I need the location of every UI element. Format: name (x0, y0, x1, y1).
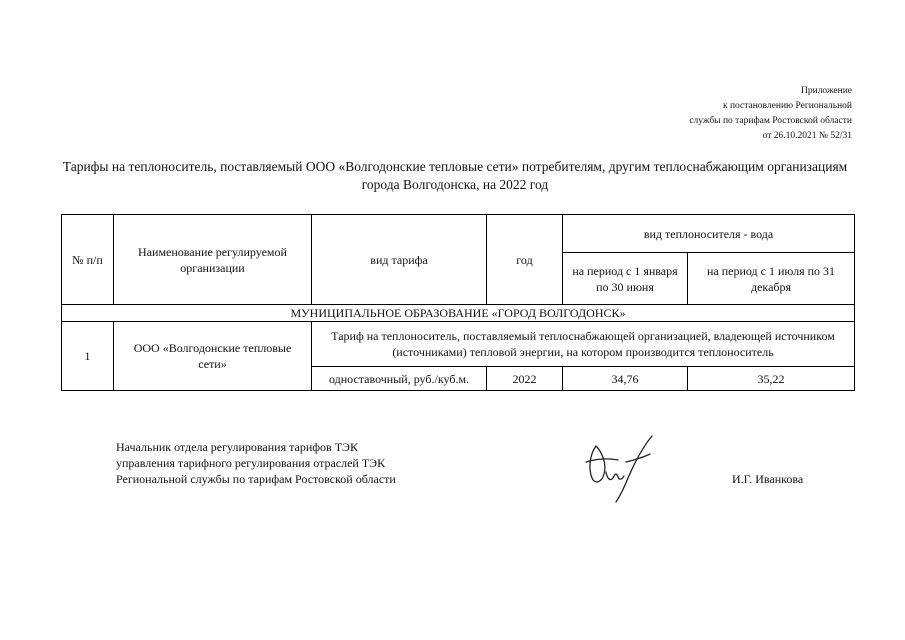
appendix-line: от 26.10.2021 № 52/31 (762, 131, 852, 141)
row-description: Тариф на теплоноситель, поставляемый теплоснабжающей организацией, владеющей источником (источниками) тепловой энергии, на котором производится теплоноситель (312, 322, 855, 367)
header-carrier-group: вид теплоносителя - вода (563, 215, 855, 253)
header-row (62, 215, 855, 253)
row-org: ООО «Волгодонские тепловые сети» (114, 322, 312, 391)
row-year: 2022 (487, 367, 563, 391)
header-num: № п/п (62, 215, 114, 305)
municipality-label: МУНИЦИПАЛЬНОЕ ОБРАЗОВАНИЕ «ГОРОД ВОЛГОДОНСК» (62, 305, 855, 322)
appendix-note (689, 84, 852, 144)
header-year: год (487, 215, 563, 305)
title-line-1: Тарифы на теплоноситель, поставляемый ООО «Волгодонские тепловые сети» потребителям, другим теплоснабжающим организациям (62, 159, 848, 174)
position-line: управления тарифного регулирования отраслей ТЭК (116, 456, 386, 470)
appendix-line: к постановлению Региональной (722, 101, 852, 111)
signatory-name: И.Г. Иванкова (732, 472, 804, 486)
header-tariff-type: вид тарифа (312, 215, 487, 305)
row-period-1-value: 34,76 (563, 367, 688, 391)
title-line-2: города Волгодонска, на 2022 год (361, 177, 549, 192)
handwritten-signature (582, 432, 658, 504)
header-period-1: на период с 1 января по 30 июня (563, 253, 688, 305)
table-row (62, 322, 855, 367)
appendix-line: службы по тарифам Ростовской области (689, 116, 852, 126)
appendix-line: Приложение (801, 86, 852, 96)
document-title (40, 158, 870, 194)
position-line: Начальник отдела регулирования тарифов ТЭК (116, 440, 358, 454)
header-org: Наименование регулируемой организации (114, 215, 312, 305)
position-line: Региональной службы по тарифам Ростовской области (116, 472, 396, 486)
tariff-table (61, 214, 855, 391)
signatory-position (116, 439, 396, 487)
row-period-2-value: 35,22 (688, 367, 855, 391)
row-num: 1 (62, 322, 114, 391)
municipality-row (62, 305, 855, 322)
header-period-2: на период с 1 июля по 31 декабря (688, 253, 855, 305)
row-tariff-type: одноставочный, руб./куб.м. (312, 367, 487, 391)
